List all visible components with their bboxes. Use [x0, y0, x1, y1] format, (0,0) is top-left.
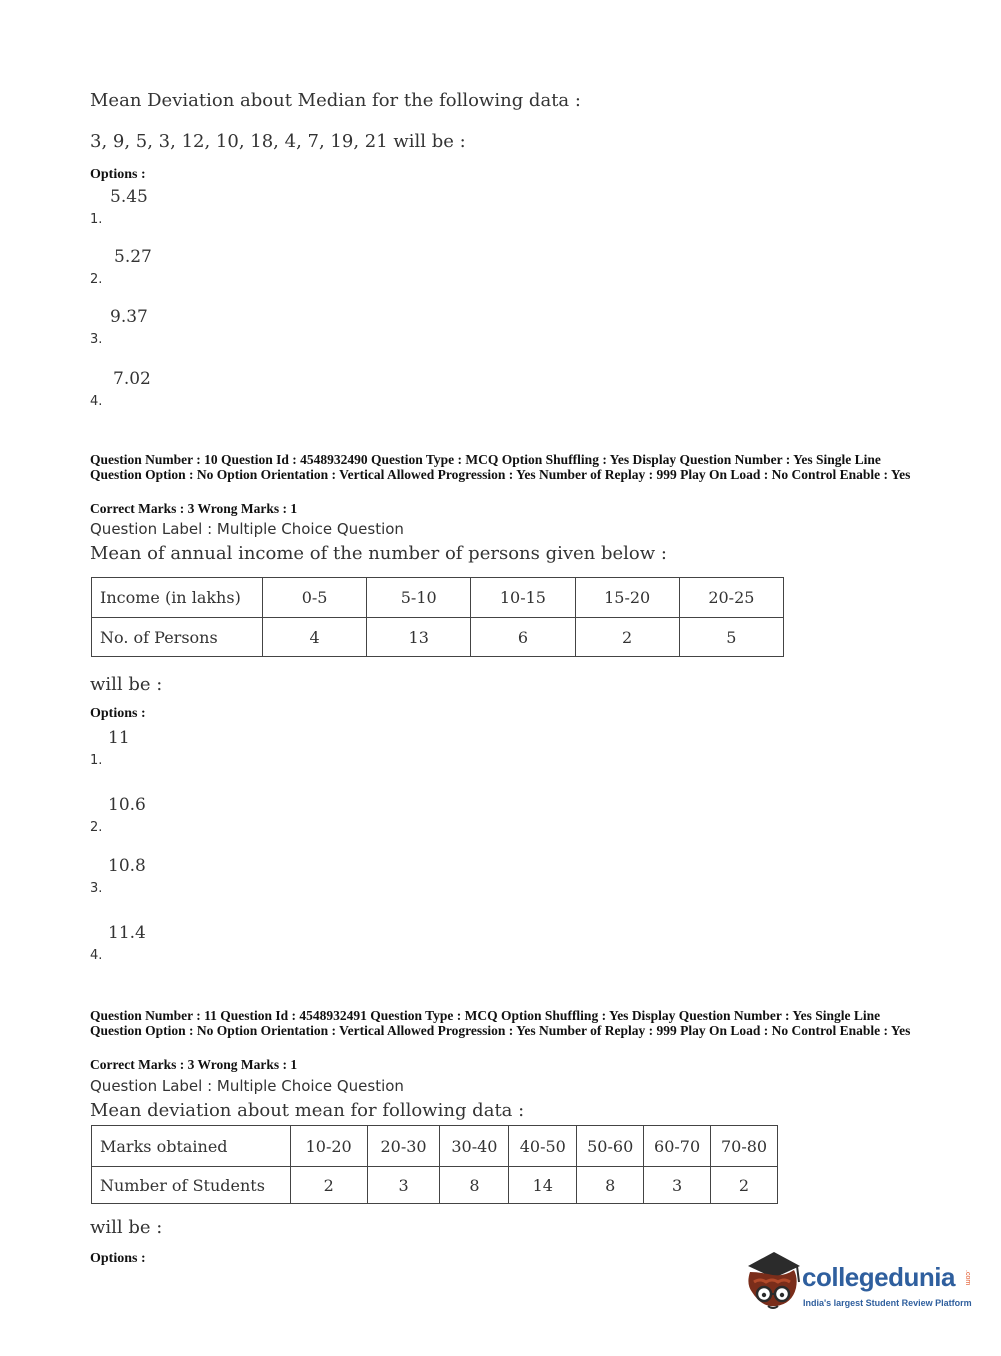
- table-cell: 0-5: [263, 578, 367, 618]
- q10-option-4: [90, 923, 290, 963]
- q11-question-label: Question Label : Multiple Choice Question: [90, 1077, 404, 1095]
- q11-question-text: Mean deviation about mean for following data :: [90, 1100, 525, 1121]
- q9-option-4: [90, 369, 290, 409]
- q10-question-label: Question Label : Multiple Choice Question: [90, 520, 404, 538]
- option-number: 1.: [90, 212, 103, 227]
- table-header-cell: Marks obtained: [92, 1126, 291, 1167]
- table-cell: 40-50: [509, 1126, 577, 1167]
- option-number: 1.: [90, 753, 103, 768]
- q9-text-line1: Mean Deviation about Median for the following data :: [90, 90, 581, 111]
- table-row: [92, 1167, 778, 1204]
- table-cell: 3: [367, 1167, 440, 1204]
- table-cell: 2: [290, 1167, 367, 1204]
- q10-will-be: will be :: [90, 674, 163, 695]
- logo-com: .com: [964, 1270, 971, 1286]
- option-value: 5.27: [114, 247, 152, 267]
- q11-marks-table: [91, 1125, 778, 1204]
- logo-tagline: India's largest Student Review Platform: [803, 1298, 972, 1308]
- table-cell: 2: [575, 618, 679, 657]
- q11-will-be: will be :: [90, 1217, 163, 1238]
- table-cell: 30-40: [440, 1126, 509, 1167]
- q9-text-line2: 3, 9, 5, 3, 12, 10, 18, 4, 7, 19, 21 will be :: [90, 131, 466, 152]
- table-cell: 60-70: [644, 1126, 711, 1167]
- q9-option-2: [90, 247, 290, 287]
- table-cell: 20-25: [679, 578, 783, 618]
- q11-options-label: Options :: [90, 1251, 146, 1266]
- q10-option-1: [90, 728, 290, 768]
- table-cell: 20-30: [367, 1126, 440, 1167]
- option-value: 5.45: [110, 187, 148, 207]
- option-number: 2.: [90, 272, 103, 287]
- option-value: 11: [108, 728, 130, 748]
- table-cell: 15-20: [575, 578, 679, 618]
- table-cell: 5-10: [367, 578, 471, 618]
- table-header-cell: Number of Students: [92, 1167, 291, 1204]
- q10-income-table: [91, 577, 784, 657]
- option-number: 2.: [90, 820, 103, 835]
- table-cell: 8: [440, 1167, 509, 1204]
- option-value: 10.8: [108, 856, 146, 876]
- q10-option-2: [90, 795, 290, 835]
- student-mascot-icon: [742, 1248, 804, 1318]
- table-row: [92, 1126, 778, 1167]
- option-value: 10.6: [108, 795, 146, 815]
- q10-meta: Question Number : 10 Question Id : 4548932490 Question Type : MCQ Option Shuffling : Yes Display Question Number : Yes Single Line Question Option : No Option Orientation : Vertical Allowed Progression : Yes Number of Replay : 999 Play On Load : No Control Enable : Yes: [90, 452, 911, 482]
- table-row: [92, 578, 784, 618]
- logo-wordmark: collegedunia: [802, 1262, 955, 1292]
- table-cell: 50-60: [577, 1126, 644, 1167]
- table-cell: 5: [679, 618, 783, 657]
- table-row: [92, 618, 784, 657]
- table-cell: 3: [644, 1167, 711, 1204]
- table-cell: 70-80: [711, 1126, 778, 1167]
- table-cell: 6: [471, 618, 575, 657]
- q9-option-3: [90, 307, 290, 347]
- option-number: 3.: [90, 332, 103, 347]
- option-number: 4.: [90, 394, 103, 409]
- q11-meta: Question Number : 11 Question Id : 4548932491 Question Type : MCQ Option Shuffling : Yes Display Question Number : Yes Single Line Question Option : No Option Orientation : Vertical Allowed Progression : Yes Number of Replay : 999 Play On Load : No Control Enable : Yes: [90, 1008, 911, 1038]
- table-cell: 10-20: [290, 1126, 367, 1167]
- q10-question-text: Mean of annual income of the number of persons given below :: [90, 543, 667, 564]
- table-cell: 4: [263, 618, 367, 657]
- option-value: 9.37: [110, 307, 148, 327]
- q9-option-1: [90, 187, 290, 227]
- collegedunia-logo: [742, 1248, 982, 1318]
- q11-marks: Correct Marks : 3 Wrong Marks : 1: [90, 1057, 298, 1072]
- table-cell: 8: [577, 1167, 644, 1204]
- option-value: 11.4: [108, 923, 146, 943]
- q10-option-3: [90, 856, 290, 896]
- option-number: 3.: [90, 881, 103, 896]
- q10-options-label: Options :: [90, 706, 146, 721]
- q10-marks: Correct Marks : 3 Wrong Marks : 1: [90, 501, 298, 516]
- option-value: 7.02: [113, 369, 151, 389]
- table-cell: 13: [367, 618, 471, 657]
- table-cell: 2: [711, 1167, 778, 1204]
- table-cell: 14: [509, 1167, 577, 1204]
- option-number: 4.: [90, 948, 103, 963]
- table-cell: 10-15: [471, 578, 575, 618]
- table-header-cell: No. of Persons: [92, 618, 263, 657]
- table-header-cell: Income (in lakhs): [92, 578, 263, 618]
- q9-options-label: Options :: [90, 167, 146, 182]
